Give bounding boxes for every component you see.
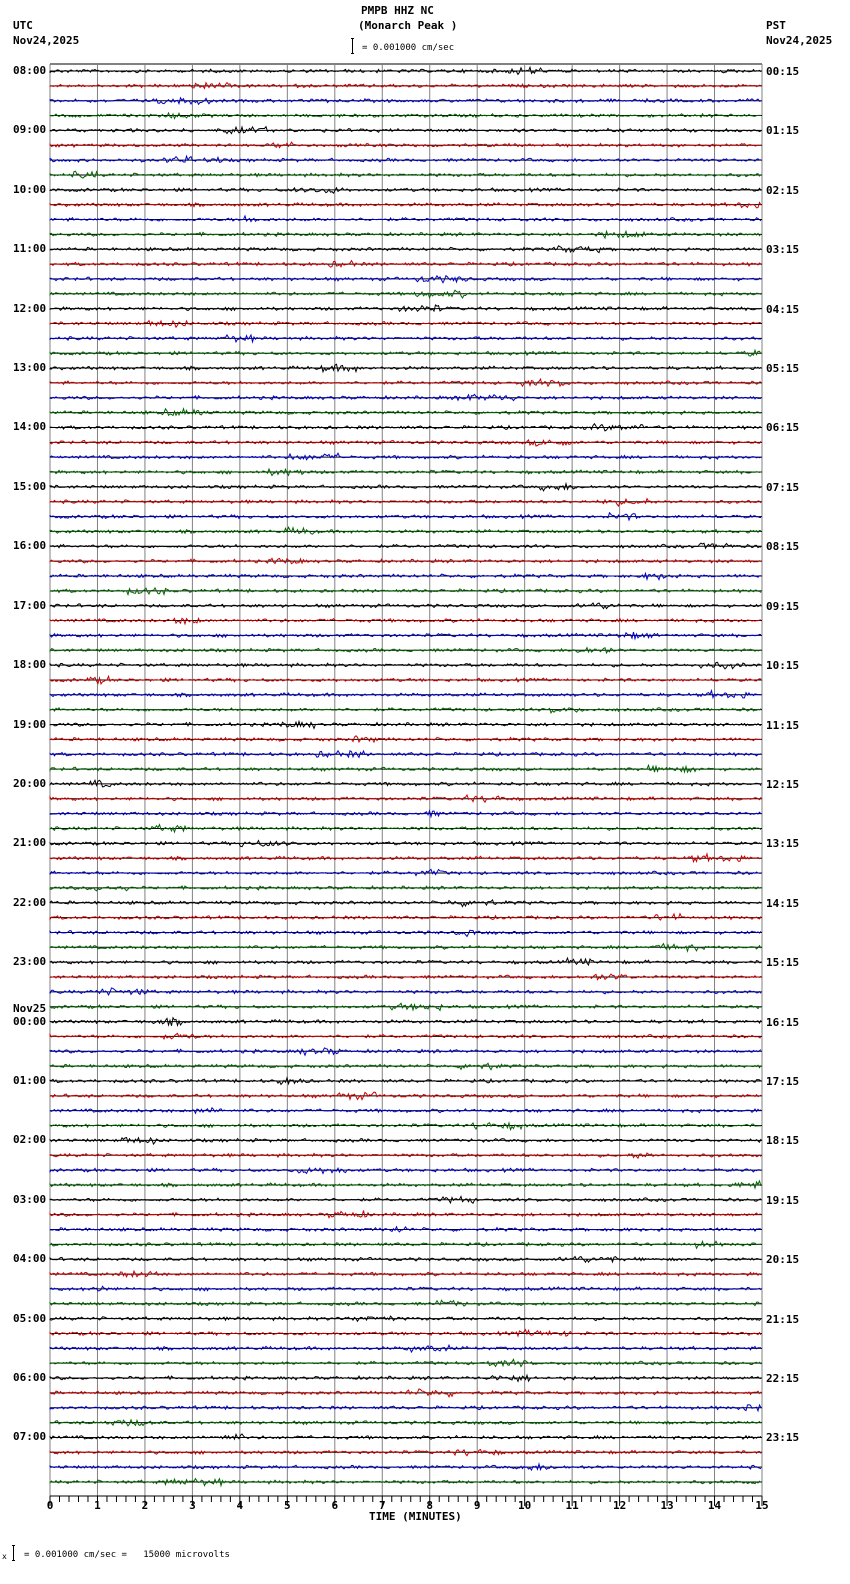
pst-hour-label: 08:15 (766, 540, 800, 554)
utc-hour-label: 01:00 (13, 1073, 47, 1087)
pst-hour-label: 00:15 (766, 65, 800, 78)
footer-scale-text: = 0.001000 cm/sec = 15000 microvolts (24, 1550, 230, 1560)
right-timezone: PST (766, 19, 786, 32)
x-tick-label: 9 (473, 1499, 481, 1512)
utc-hour-label: 19:00 (13, 717, 47, 731)
utc-hour-label: 20:00 (13, 776, 47, 790)
utc-hour-label: 05:00 (13, 1311, 47, 1325)
x-tick-label: 3 (189, 1499, 196, 1512)
x-tick-label: 13 (660, 1499, 674, 1512)
x-tick-label: 10 (518, 1499, 532, 1512)
pst-hour-label: 04:15 (766, 302, 800, 316)
utc-hour-label: 11:00 (13, 242, 47, 256)
utc-hour-label: 07:00 (13, 1430, 47, 1444)
utc-hour-label: 16:00 (13, 539, 47, 553)
x-tick-label: 14 (707, 1499, 722, 1512)
pst-hour-label: 20:15 (766, 1253, 800, 1267)
pst-hour-label: 23:15 (766, 1431, 800, 1445)
scale-text: = 0.001000 cm/sec (362, 43, 455, 53)
x-tick-label: 5 (284, 1499, 291, 1512)
pst-hour-label: 13:15 (766, 837, 800, 851)
utc-hour-label: 21:00 (13, 836, 47, 850)
pst-hour-label: 10:15 (766, 659, 800, 673)
footer-scale-bar-icon (12, 1545, 15, 1561)
utc-hour-label: 13:00 (13, 361, 47, 375)
pst-hour-label: 21:15 (766, 1312, 800, 1326)
station-location: (Monarch Peak ) (358, 19, 458, 32)
utc-hour-label: 03:00 (13, 1192, 47, 1206)
x-tick-label: 12 (612, 1499, 627, 1512)
x-tick-label: 4 (236, 1499, 244, 1512)
left-date: Nov24,2025 (13, 34, 80, 47)
pst-hour-label: 16:15 (766, 1015, 800, 1029)
pst-hour-label: 14:15 (766, 896, 800, 910)
pst-hour-label: 18:15 (766, 1134, 800, 1148)
pst-hour-label: 15:15 (766, 956, 800, 970)
date-change-label: Nov25 (13, 1001, 47, 1015)
utc-hour-label: 02:00 (13, 1133, 47, 1147)
x-tick-label: 8 (426, 1499, 434, 1512)
utc-hour-label: 09:00 (13, 123, 47, 137)
pst-hour-label: 12:15 (766, 777, 800, 791)
x-tick-label: 2 (141, 1499, 149, 1512)
x-tick-label: 11 (565, 1499, 579, 1512)
left-timezone: UTC (13, 19, 33, 32)
pst-hour-label: 11:15 (766, 718, 800, 732)
pst-hour-label: 02:15 (766, 183, 800, 197)
x-tick-label: 6 (331, 1499, 339, 1512)
pst-hour-label: 19:15 (766, 1193, 800, 1207)
pst-hour-label: 01:15 (766, 124, 800, 138)
pst-hour-label: 06:15 (766, 421, 800, 435)
utc-hour-label: 10:00 (13, 182, 47, 196)
station-title: PMPB HHZ NC (361, 4, 434, 17)
pst-hour-label: 07:15 (766, 480, 800, 494)
pst-hour-label: 03:15 (766, 243, 800, 257)
right-date: Nov24,2025 (766, 34, 833, 47)
utc-hour-label: 18:00 (13, 658, 47, 672)
pst-hour-label: 17:15 (766, 1074, 800, 1088)
utc-hour-label: 04:00 (13, 1252, 47, 1266)
x-tick-label: 15 (755, 1499, 769, 1512)
x-tick-label: 1 (94, 1499, 101, 1512)
utc-hour-label: 22:00 (13, 895, 47, 909)
utc-hour-label: 06:00 (13, 1371, 47, 1385)
utc-hour-label: 15:00 (13, 479, 47, 493)
utc-hour-label: 23:00 (13, 955, 47, 969)
x-axis-title: TIME (MINUTES) (369, 1510, 462, 1523)
pst-hour-label: 09:15 (766, 599, 800, 613)
utc-hour-label: 14:00 (13, 420, 47, 434)
footer-marker: x (2, 1552, 7, 1561)
x-tick-label: 0 (46, 1499, 54, 1512)
utc-hour-label: 12:00 (13, 301, 47, 315)
utc-hour-label: 00:00 (13, 1014, 47, 1028)
utc-hour-label: 08:00 (13, 64, 47, 77)
utc-hour-label: 17:00 (13, 598, 47, 612)
pst-hour-label: 05:15 (766, 362, 800, 376)
x-tick-label: 7 (378, 1499, 386, 1512)
pst-hour-label: 22:15 (766, 1372, 800, 1386)
